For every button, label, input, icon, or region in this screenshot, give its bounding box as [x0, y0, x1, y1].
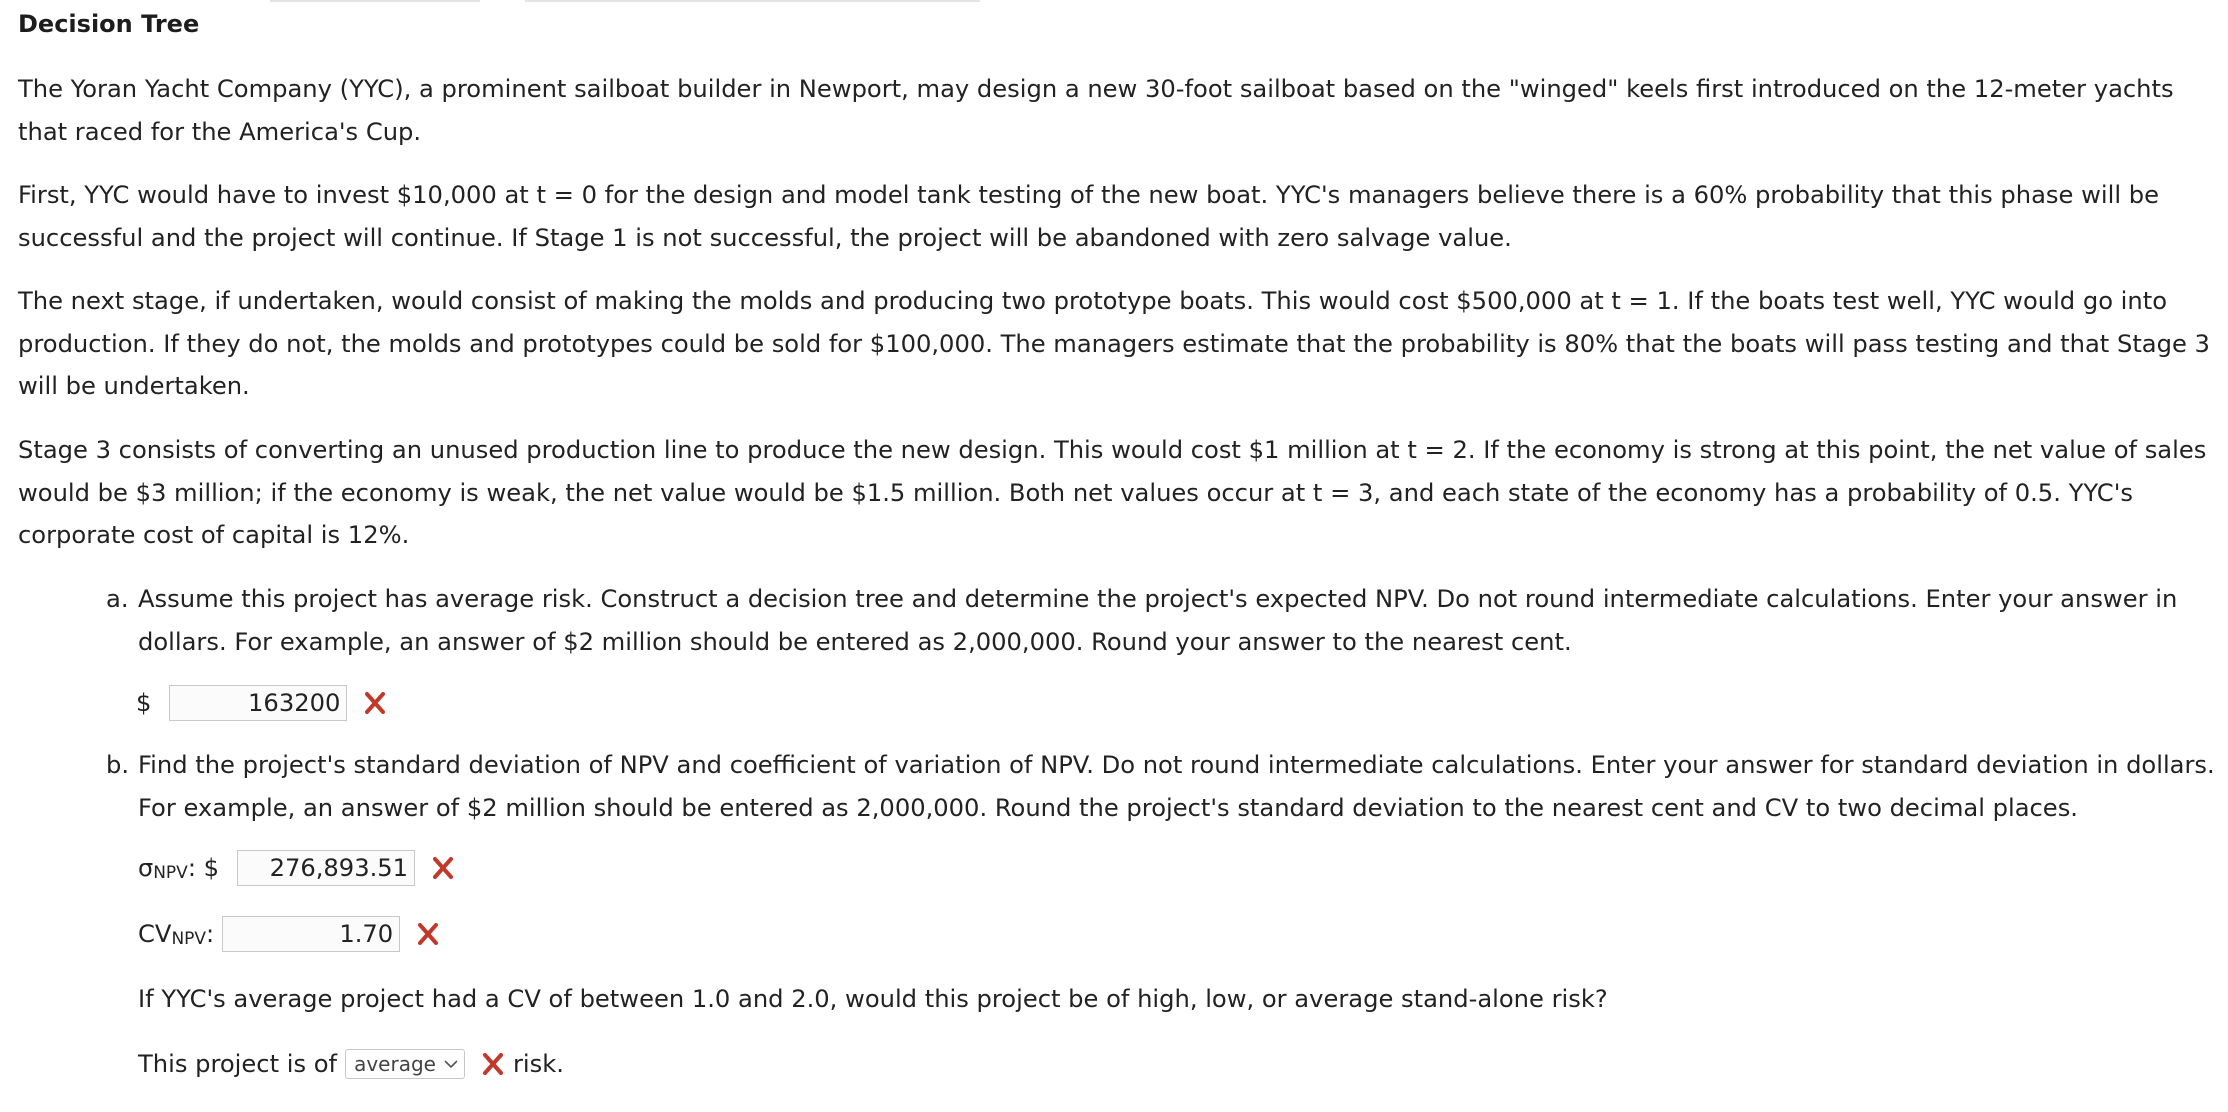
paragraph-intro	[18, 68, 2208, 153]
std-dev-answer-row	[138, 850, 453, 886]
cv-input[interactable]: 1.70	[222, 916, 400, 952]
question-line: Find the project's standard deviation of NPV and coefficient of variation of NPV. Do not round intermediate calculations. Enter your answer for standard deviation in dollars.	[138, 751, 2215, 779]
cv-subscript: NPV	[171, 929, 207, 949]
paragraph-line: The next stage, if undertaken, would consist of making the molds and producing two prototype boats. This would cost $500,000 at t = 1. If the boats test well, YYC would go into	[18, 287, 2168, 315]
top-tab-strip	[0, 0, 1000, 2]
question-line: Assume this project has average risk. Construct a decision tree and determine the project's expected NPV. Do not round intermediate calculations. Enter your answer in	[138, 585, 2178, 613]
question-line: dollars. For example, an answer of $2 million should be entered as 2,000,000. Round your answer to the nearest cent.	[138, 627, 1572, 656]
risk-prefix: This project is of	[138, 1050, 338, 1078]
chevron-down-icon	[444, 1059, 458, 1069]
risk-select-value: average	[354, 1052, 436, 1076]
x-mark-icon	[418, 923, 438, 945]
paragraph-line: The Yoran Yacht Company (YYC), a prominent sailboat builder in Newport, may design a new 30-foot sailboat based on the "winged" keels first introduced on the 12-meter yachts	[18, 75, 2174, 103]
question-line: For example, an answer of $2 million should be entered as 2,000,000. Round the project's standard deviation to the nearest cent and CV to two decimal places.	[138, 793, 2078, 822]
cv-suffix: :	[206, 920, 215, 948]
page-title: Decision Tree	[18, 10, 200, 38]
paragraph-line: that raced for the America's Cup.	[18, 117, 422, 146]
x-mark-icon	[433, 857, 453, 879]
sigma-symbol: σ	[138, 854, 154, 882]
question-a-text	[138, 578, 2218, 663]
question-b-text	[138, 744, 2218, 829]
paragraph-stage-1	[18, 174, 2208, 259]
top-tab-2[interactable]	[525, 0, 980, 2]
question-b-letter: b.	[106, 751, 130, 779]
npv-input[interactable]: 163200	[169, 685, 347, 721]
top-tab-1[interactable]	[270, 0, 480, 2]
risk-question	[138, 981, 1608, 1017]
paragraph-line: First, YYC would have to invest $10,000 at t = 0 for the design and model tank testing of the new boat. YYC's managers believe there is a 60% probability that this phase will be	[18, 181, 2159, 209]
risk-suffix: risk.	[512, 1050, 564, 1078]
paragraph-line: Stage 3 consists of converting an unused production line to produce the new design. This would cost $1 million at t = 2. If the economy is strong at this point, the net value of sales	[18, 436, 2207, 464]
x-mark-icon	[483, 1053, 503, 1075]
paragraph-line: successful and the project will continue. If Stage 1 is not successful, the project will be abandoned with zero salvage value.	[18, 223, 1512, 252]
paragraph-line: will be undertaken.	[18, 372, 250, 400]
paragraph-stage-2	[18, 280, 2208, 408]
paragraph-line: production. If they do not, the molds and prototypes could be sold for $100,000. The managers estimate that the probability is 80% that the boats will pass testing and that Stage 3	[18, 329, 2210, 358]
sigma-suffix: : $	[187, 854, 220, 882]
std-dev-input[interactable]: 276,893.51	[237, 850, 415, 886]
question-a-letter: a.	[106, 585, 129, 613]
npv-answer-row	[136, 685, 385, 721]
x-mark-icon	[365, 692, 385, 714]
risk-answer-row	[138, 1046, 564, 1082]
currency-symbol: $	[136, 689, 152, 717]
cv-label: CV	[138, 920, 172, 948]
risk-select[interactable]	[345, 1049, 465, 1079]
paragraph-line: corporate cost of capital is 12%.	[18, 521, 410, 549]
paragraph-line: would be $3 million; if the economy is weak, the net value would be $1.5 million. Both net values occur at t = 3, and each state of the economy has a probability of 0.5. YYC's	[18, 478, 2133, 507]
risk-question-text: If YYC's average project had a CV of between 1.0 and 2.0, would this project be of high, low, or average stand-alone risk?	[138, 985, 1608, 1013]
paragraph-stage-3	[18, 429, 2208, 557]
sigma-subscript: NPV	[153, 863, 188, 883]
cv-answer-row	[138, 916, 438, 952]
